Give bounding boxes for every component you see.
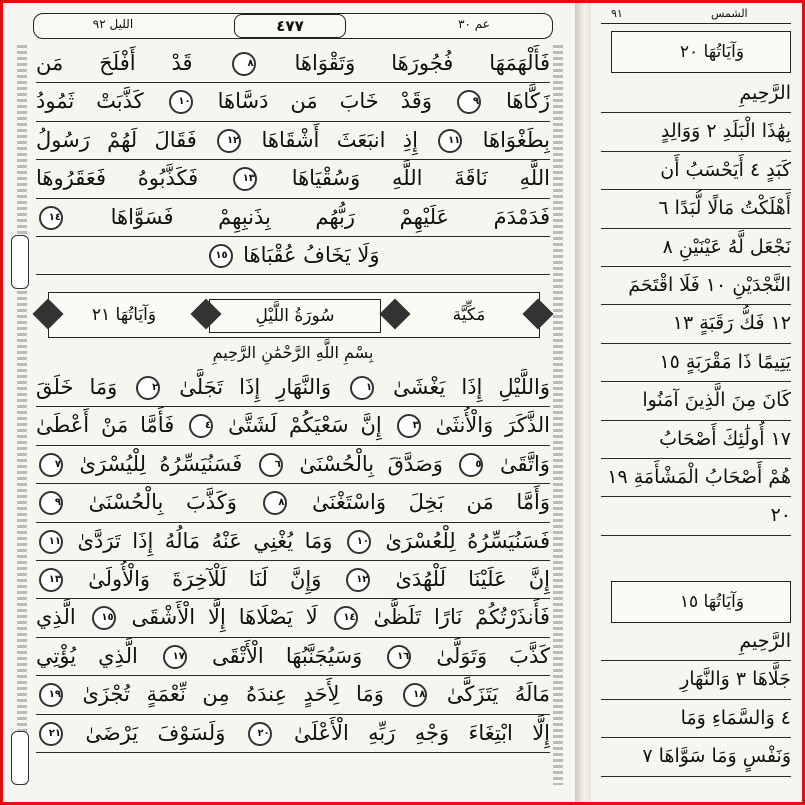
ayah-number-icon: ٧ xyxy=(39,453,63,477)
verse-text: وَمَا خَلَقَ xyxy=(36,375,118,399)
right-verse-line: ٢٠ xyxy=(601,497,791,535)
right-banner-verses: وَآيَاتُهَا ٢٠ xyxy=(679,42,745,62)
ayah-number-icon: ٥ xyxy=(459,453,483,477)
verse-text: الذَّكَرَ وَالْأُنثَىٰ xyxy=(435,413,550,438)
verse-line xyxy=(36,83,550,121)
verse-text: كَذَّبَتْ ثَمُودُ xyxy=(36,89,144,114)
right-verse-line: كَانَ مِنَ الَّذِينَ آمَنُوا xyxy=(601,382,791,420)
ayah-number-icon: ٨ xyxy=(263,491,287,515)
verse-text: وَسَيُجَنَّبُهَا الْأَتْقَى xyxy=(211,643,363,668)
ayah-number-icon: ١١ xyxy=(438,129,462,153)
verse-text: وَمَا يُغْنِي عَنْهُ مَالُهُ إِذَا تَرَدَّىٰ xyxy=(77,528,333,553)
right-verse-line: ١٢ فَكُّ رَقَبَةٍ ١٣ xyxy=(601,305,791,343)
ayah-number-icon: ٤ xyxy=(189,414,213,438)
ayah-number-icon: ١٠ xyxy=(347,530,371,554)
surah-name: سُورَةُ اللَّيْلِ xyxy=(209,299,381,333)
verse-text: الَّذِي يُؤْتِي xyxy=(36,643,138,668)
verse-text: إِلَّا ابْتِغَاءَ وَجْهِ رَبِّهِ الْأَعْلَىٰ xyxy=(294,720,550,745)
verse-text: اللَّهِ نَاقَةَ اللَّهِ وَسُقْيَاهَا xyxy=(291,166,550,191)
verse-line xyxy=(36,369,550,407)
ayah-number-icon: ١٣ xyxy=(39,568,63,592)
verse-text: وَاللَّيْلِ إِذَا يَغْشَىٰ xyxy=(393,375,550,399)
verse-line xyxy=(36,45,550,83)
banner-knot-icon xyxy=(379,298,410,329)
verse-text: فَسَنُيَسِّرُهُ لِلْيُسْرَىٰ xyxy=(79,451,243,476)
ayah-number-icon: ١٠ xyxy=(169,90,193,114)
right-verse-line: ٤ وَالسَّمَاءِ وَمَا xyxy=(601,700,791,738)
verse-line xyxy=(36,407,550,445)
ayah-number-icon: ١٦ xyxy=(387,645,411,669)
right-verse-line: جَلَّاهَا ٣ وَالنَّهَارِ xyxy=(601,661,791,699)
verse-lines-top xyxy=(36,45,550,275)
verse-text: وَقَدْ خَابَ مَن دَسَّاهَا xyxy=(217,89,432,114)
verse-line xyxy=(36,199,550,237)
right-page xyxy=(591,3,802,802)
verse-text: وَلَا يَخَافُ عُقْبَاهَا xyxy=(243,242,380,267)
ayah-number-icon: ١٥ xyxy=(209,244,233,268)
verse-line xyxy=(36,599,550,637)
right-verse-line: الرَّحِيمِ xyxy=(601,623,791,661)
verse-text: إِنَّ عَلَيْنَا لَلْهُدَىٰ xyxy=(395,566,550,591)
ayah-number-icon: ٢٠ xyxy=(248,722,272,746)
hizb-marker xyxy=(11,731,29,785)
right-verse-line: النَّجْدَيْنِ ١٠ فَلَا اقْتَحَمَ xyxy=(601,267,791,305)
ayah-number-icon: ٨ xyxy=(232,52,256,76)
right-surah-banner-2 xyxy=(611,581,791,623)
left-margin-ornament xyxy=(17,45,27,785)
revelation-type: مَكِّيَّة xyxy=(452,305,486,325)
verse-text: قَدْ أَفْلَحَ مَن xyxy=(36,51,193,75)
ayah-number-icon: ٩ xyxy=(39,491,63,515)
basmala: بِسْمِ اللَّهِ الرَّحْمَٰنِ الرَّحِيمِ xyxy=(212,343,374,362)
right-verse-line: أَهْلَكْتُ مَالًا لُّبَدًا ٦ xyxy=(601,190,791,228)
verse-text: الَّذِي xyxy=(36,605,76,630)
verse-line xyxy=(36,676,550,714)
verse-lines-bottom xyxy=(36,369,550,753)
ayah-number-icon: ١٢ xyxy=(346,568,370,592)
page-header xyxy=(33,13,553,39)
page-number: ٤٧٧ xyxy=(234,14,346,38)
book-gutter xyxy=(575,3,591,802)
verse-line xyxy=(36,561,550,599)
surah-title-banner xyxy=(48,292,540,338)
verse-text: فَأَمَّا مَنْ أَعْطَىٰ xyxy=(36,413,175,438)
verse-text: وَاتَّقَىٰ xyxy=(500,451,550,476)
verse-text: وَلَسَوْفَ يَرْضَىٰ xyxy=(85,720,226,745)
ayah-number-icon: ١٤ xyxy=(39,206,63,230)
ayah-number-icon: ١ xyxy=(350,376,374,400)
verse-text: وَصَدَّقَ بِالْحُسْنَىٰ xyxy=(299,451,443,476)
verse-text: بِطَغْوَاهَا xyxy=(482,127,550,152)
right-header-surah: الشمس xyxy=(711,7,748,20)
right-verse-lines-top xyxy=(601,75,791,536)
verse-text: فَكَذَّبُوهُ فَعَقَرُوهَا xyxy=(36,166,199,191)
ayah-number-icon: ١٥ xyxy=(92,606,116,630)
verse-text: وَالنَّهَارِ إِذَا تَجَلَّىٰ xyxy=(179,375,332,399)
ayah-number-icon: ٩ xyxy=(457,90,481,114)
verse-line xyxy=(36,715,550,753)
verse-text: كَذَّبَ وَتَوَلَّىٰ xyxy=(436,643,550,668)
right-verse-line: يَتِيمًا ذَا مَقْرَبَةٍ ١٥ xyxy=(601,344,791,382)
verse-text: فَدَمْدَمَ عَلَيْهِمْ رَبُّهُم بِذَنبِهِمْ فَسَوَّاهَا xyxy=(110,204,550,229)
verse-text: فَقَالَ لَهُمْ رَسُولُ xyxy=(36,127,197,152)
ayah-number-icon: ١٤ xyxy=(334,606,358,630)
right-verse-line: ١٧ أُولَٰئِكَ أَصْحَابُ xyxy=(601,421,791,459)
ayah-number-icon: ٣ xyxy=(397,414,421,438)
verse-text: إِنَّ سَعْيَكُمْ لَشَتَّىٰ xyxy=(228,413,382,438)
verse-line xyxy=(36,122,550,160)
verse-text: وَأَمَّا مَن بَخِلَ وَاسْتَغْنَىٰ xyxy=(312,490,550,515)
verse-text: مَالَهُ يَتَزَكَّىٰ xyxy=(446,682,550,707)
verse-text: فَأَنذَرْتُكُمْ نَارًا تَلَظَّىٰ xyxy=(373,605,550,630)
verse-text: لَا يَصْلَاهَا إِلَّا الْأَشْقَى xyxy=(131,605,318,630)
ayah-number-icon: ١٢ xyxy=(217,129,241,153)
right-margin-ornament xyxy=(553,45,563,785)
header-juz: عم ٣٠ xyxy=(458,17,490,31)
right-verse-line: بِهَٰذَا الْبَلَدِ ٢ وَوَالِدٍ xyxy=(601,113,791,151)
ayah-number-icon: ٢ xyxy=(136,376,160,400)
ayah-number-icon: ١٨ xyxy=(403,683,427,707)
left-page xyxy=(3,3,575,802)
ayah-number-icon: ١٧ xyxy=(163,645,187,669)
right-verse-line: كَبَدٍ ٤ أَيَحْسَبُ أَن xyxy=(601,152,791,190)
ayah-number-icon: ١١ xyxy=(39,530,63,554)
ayah-number-icon: ٦ xyxy=(259,453,283,477)
ayah-number-icon: ١٩ xyxy=(39,683,63,707)
right-surah-banner xyxy=(611,31,791,73)
ayah-number-icon: ١٣ xyxy=(233,167,257,191)
header-surah: الليل ٩٢ xyxy=(92,17,134,31)
verse-text: زَكَّاهَا xyxy=(505,89,550,114)
verse-count: وَآيَاتُهَا ٢١ xyxy=(91,305,157,325)
verse-line xyxy=(36,446,550,484)
verse-line xyxy=(36,638,550,676)
ayah-number-icon: ٢١ xyxy=(39,722,63,746)
verse-text: وَكَذَّبَ بِالْحُسْنَىٰ xyxy=(88,490,237,515)
hizb-marker xyxy=(11,235,29,289)
verse-text: وَإِنَّ لَنَا لَلْآخِرَةَ وَالْأُولَىٰ xyxy=(88,566,322,591)
verse-text: فَأَلْهَمَهَا فُجُورَهَا وَتَقْوَاهَا xyxy=(294,51,550,75)
verse-text: وَمَا لِأَحَدٍ عِندَهُ مِن نِّعْمَةٍ تُجْزَىٰ xyxy=(82,682,384,707)
verse-line xyxy=(36,237,550,275)
verse-text: إِذِ انبَعَثَ أَشْقَاهَا xyxy=(261,127,418,152)
right-header-page: ٩١ xyxy=(611,7,623,20)
right-verse-line: وَنَفْسٍ وَمَا سَوَّاهَا ٧ xyxy=(601,738,791,776)
right-banner2-verses: وَآيَاتُهَا ١٥ xyxy=(679,592,745,612)
verse-line xyxy=(36,484,550,522)
right-page-header xyxy=(601,7,791,24)
right-verse-line: نَجْعَل لَّهُ عَيْنَيْنِ ٨ xyxy=(601,229,791,267)
verse-line xyxy=(36,160,550,198)
verse-line xyxy=(36,523,550,561)
right-verse-line: الرَّحِيمِ xyxy=(601,75,791,113)
right-verse-line: هُمْ أَصْحَابُ الْمَشْأَمَةِ ١٩ xyxy=(601,459,791,497)
verse-text: فَسَنُيَسِّرُهُ لِلْعُسْرَىٰ xyxy=(385,528,550,553)
right-verse-lines-bottom xyxy=(601,623,791,777)
